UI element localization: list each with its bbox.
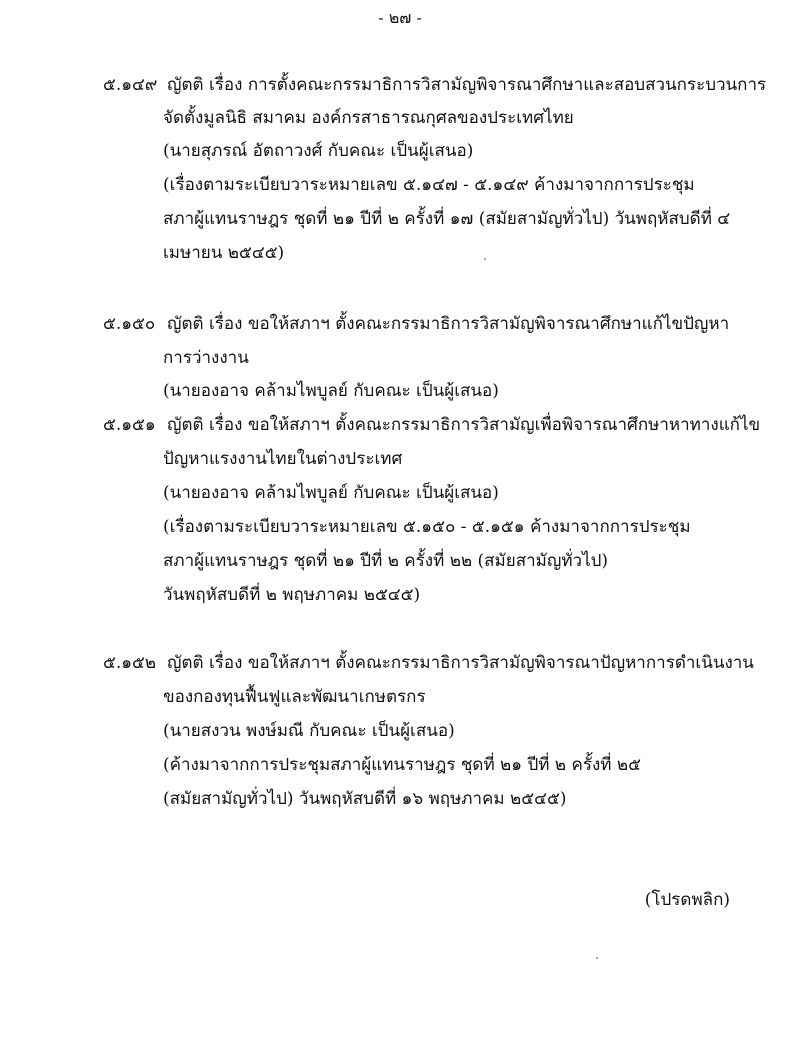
agenda-item-heading (103, 68, 766, 102)
agenda-item-line: สภาผู้แทนราษฎร ชุดที่ ๒๑ ปีที่ ๒ ครั้งที่ ๑๗ (สมัยสามัญทั่วไป) วันพฤหัสบดีที่ ๔ (163, 209, 731, 229)
agenda-item-title: ญัตติ เรื่อง ขอให้สภาฯ ตั้งคณะกรรมาธิการวิสามัญเพื่อพิจารณาศึกษาหาทางแก้ไข (167, 415, 761, 435)
agenda-item-line: (สมัยสามัญทั่วไป) วันพฤหัสบดีที่ ๑๖ พฤษภาคม ๒๕๔๕) (163, 789, 567, 809)
agenda-item-heading (103, 307, 729, 341)
agenda-item-proposer: (นายองอาจ คล้ามไพบูลย์ กับคณะ เป็นผู้เสนอ) (163, 381, 499, 401)
agenda-item-number: ๕.๑๕๐ (103, 314, 156, 334)
agenda-item-proposer: (นายสงวน พงษ์มณี กับคณะ เป็นผู้เสนอ) (163, 721, 455, 741)
agenda-item-line: จัดตั้งมูลนิธิ สมาคม องค์กรสาธารณกุศลของประเทศไทย (163, 108, 574, 128)
agenda-item-title: ญัตติ เรื่อง ขอให้สภาฯ ตั้งคณะกรรมาธิการวิสามัญพิจารณาศึกษาแก้ไขปัญหา (167, 314, 730, 334)
agenda-item-number: ๕.๑๔๙ (103, 75, 158, 95)
turn-page-note: (โปรดพลิก) (644, 890, 730, 910)
scan-speck (596, 957, 598, 959)
agenda-item-heading (103, 408, 760, 442)
page-number: - ๒๗ - (378, 8, 422, 27)
agenda-item-line: ของกองทุนฟื้นฟูและพัฒนาเกษตรกร (163, 687, 426, 707)
agenda-item-line: (เรื่องตามระเบียบวาระหมายเลข ๕.๑๔๗ - ๕.๑๔๙ ค้างมาจากการประชุม (163, 175, 695, 195)
agenda-item-number: ๕.๑๕๒ (103, 653, 157, 673)
agenda-item-line: เมษายน ๒๕๔๕) (163, 243, 285, 263)
agenda-item-number: ๕.๑๕๑ (103, 415, 156, 435)
agenda-item-line: (ค้างมาจากการประชุมสภาผู้แทนราษฎร ชุดที่ ๒๑ ปีที่ ๒ ครั้งที่ ๒๕ (163, 755, 641, 775)
agenda-item-proposer: (นายสุภรณ์ อัตถาวงศ์ กับคณะ เป็นผู้เสนอ) (163, 141, 474, 161)
scan-speck (484, 258, 486, 260)
agenda-item-proposer: (นายองอาจ คล้ามไพบูลย์ กับคณะ เป็นผู้เสนอ) (163, 483, 499, 503)
agenda-item-heading (103, 646, 754, 680)
agenda-item-line: สภาผู้แทนราษฎร ชุดที่ ๒๑ ปีที่ ๒ ครั้งที่ ๒๒ (สมัยสามัญทั่วไป) (163, 551, 609, 571)
agenda-item-line: ปัญหาแรงงานไทยในต่างประเทศ (163, 449, 403, 469)
agenda-item-line: การว่างงาน (163, 348, 249, 368)
agenda-item-title: ญัตติ เรื่อง การตั้งคณะกรรมาธิการวิสามัญพิจารณาศึกษาและสอบสวนกระบวนการ (167, 75, 767, 95)
agenda-item-line: (เรื่องตามระเบียบวาระหมายเลข ๕.๑๕๐ - ๕.๑๕๑ ค้างมาจากการประชุม (163, 517, 691, 537)
agenda-item-title: ญัตติ เรื่อง ขอให้สภาฯ ตั้งคณะกรรมาธิการวิสามัญพิจารณาปัญหาการดำเนินงาน (167, 653, 754, 673)
agenda-item-line: วันพฤหัสบดีที่ ๒ พฤษภาคม ๒๕๔๕) (163, 585, 421, 605)
